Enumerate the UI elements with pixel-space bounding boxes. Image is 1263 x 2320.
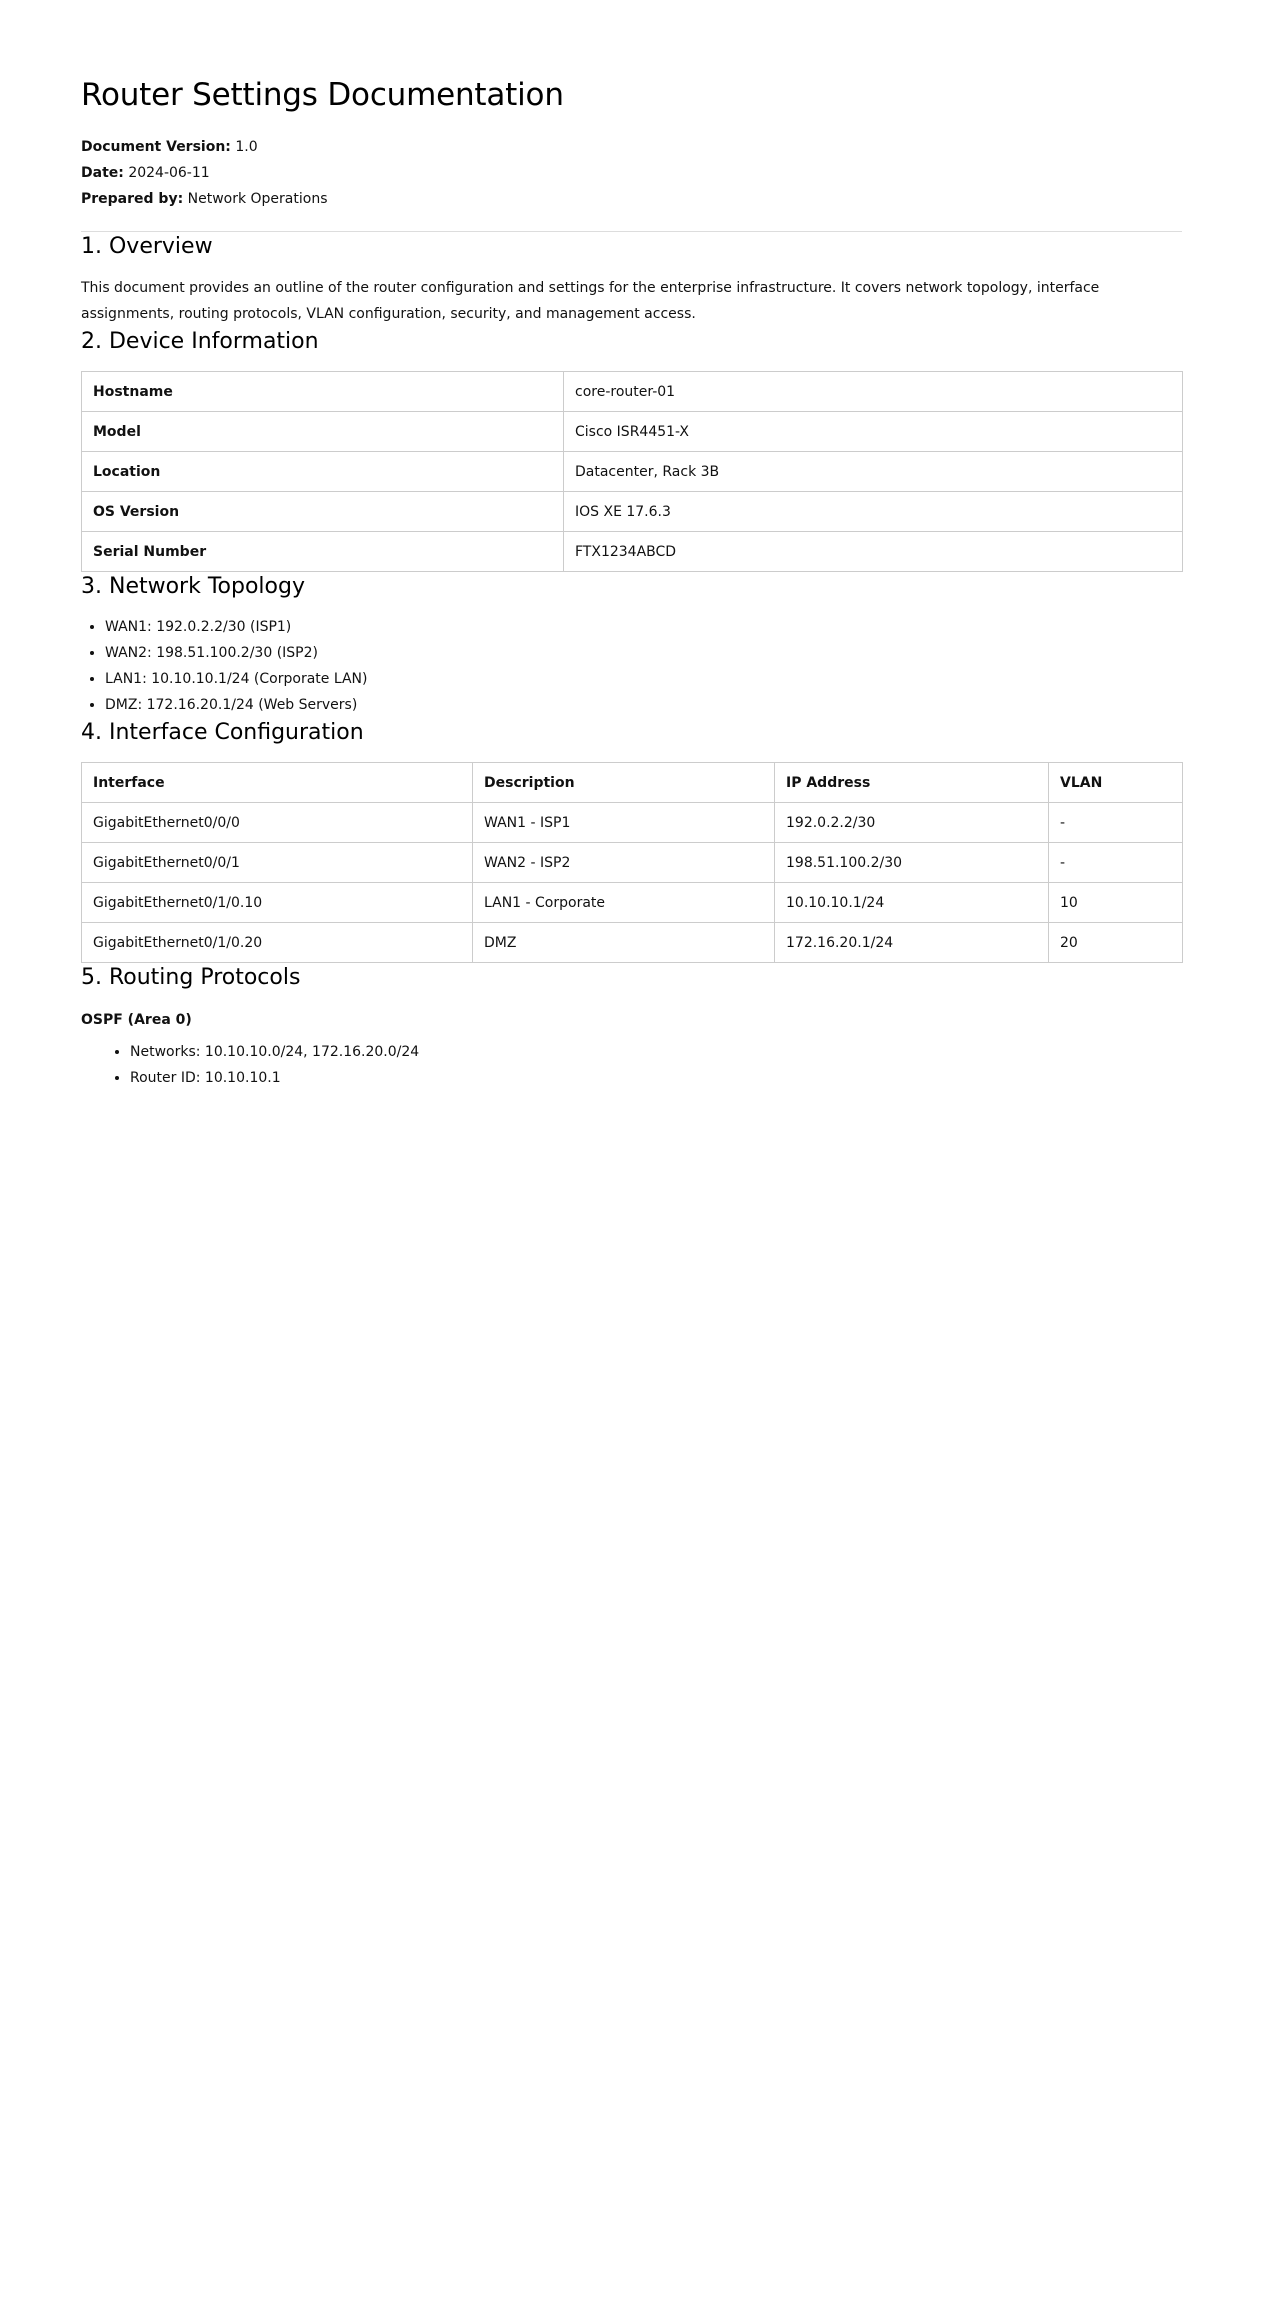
- cell-description: DMZ: [473, 923, 775, 963]
- document-page: [81, 0, 1182, 1091]
- interfaces-table: [81, 762, 1183, 963]
- cell-vlan: 10: [1049, 883, 1183, 923]
- overview-heading: 1. Overview: [81, 234, 213, 259]
- device-key-os-version: OS Version: [82, 492, 564, 532]
- table-row: [82, 923, 1183, 963]
- section-routing-protocols: [81, 963, 1182, 1091]
- topology-list: [81, 614, 1182, 718]
- list-item: • Networks: 10.10.10.0/24, 172.16.20.0/24: [130, 1039, 1182, 1065]
- meta-version-value: 1.0: [235, 139, 258, 155]
- cell-vlan: 20: [1049, 923, 1183, 963]
- document-meta: [81, 134, 1182, 212]
- list-item: • DMZ: 172.16.20.1/24 (Web Servers): [105, 692, 1182, 718]
- section-device-information: [81, 327, 1182, 572]
- table-row: [82, 843, 1183, 883]
- table-row: [82, 883, 1183, 923]
- table-row: [82, 492, 1183, 532]
- meta-prepared-by: [81, 186, 1182, 212]
- cell-vlan: -: [1049, 803, 1183, 843]
- column-header-interface: Interface: [82, 763, 473, 803]
- meta-date-value: 2024-06-11: [128, 165, 210, 181]
- section-overview: [81, 232, 1182, 327]
- meta-prepared-by-value: Network Operations: [187, 191, 328, 207]
- column-header-description: Description: [473, 763, 775, 803]
- ospf-list: [81, 1039, 1182, 1091]
- cell-ip-address: 172.16.20.1/24: [775, 923, 1049, 963]
- interfaces-heading: 4. Interface Configuration: [81, 720, 364, 745]
- cell-ip-address: 10.10.10.1/24: [775, 883, 1049, 923]
- device-value-serial-number: FTX1234ABCD: [564, 532, 1183, 572]
- list-item: • LAN1: 10.10.10.1/24 (Corporate LAN): [105, 666, 1182, 692]
- section-network-topology: [81, 572, 1182, 718]
- table-row: [82, 412, 1183, 452]
- cell-ip-address: 192.0.2.2/30: [775, 803, 1049, 843]
- device-value-location: Datacenter, Rack 3B: [564, 452, 1183, 492]
- device-info-table: [81, 371, 1183, 572]
- device-key-model: Model: [82, 412, 564, 452]
- table-row: [82, 452, 1183, 492]
- table-row: [82, 532, 1183, 572]
- table-header-row: [82, 763, 1183, 803]
- column-header-vlan: VLAN: [1049, 763, 1183, 803]
- cell-interface: GigabitEthernet0/0/0: [82, 803, 473, 843]
- meta-date-label: Date:: [81, 165, 124, 181]
- cell-vlan: -: [1049, 843, 1183, 883]
- page-title: Router Settings Documentation: [81, 77, 564, 113]
- cell-description: WAN2 - ISP2: [473, 843, 775, 883]
- device-value-hostname: core-router-01: [564, 372, 1183, 412]
- cell-interface: GigabitEthernet0/1/0.10: [82, 883, 473, 923]
- meta-version-label: Document Version:: [81, 139, 231, 155]
- cell-description: LAN1 - Corporate: [473, 883, 775, 923]
- device-value-os-version: IOS XE 17.6.3: [564, 492, 1183, 532]
- device-key-serial-number: Serial Number: [82, 532, 564, 572]
- topology-heading: 3. Network Topology: [81, 574, 305, 599]
- column-header-ip-address: IP Address: [775, 763, 1049, 803]
- device-key-hostname: Hostname: [82, 372, 564, 412]
- list-item: • WAN1: 192.0.2.2/30 (ISP1): [105, 614, 1182, 640]
- overview-text: This document provides an outline of the router configuration and settings for the enterprise infrastructure. It covers network topology, interface assignments, routing protocols, VLAN configuration, security, and management access.: [81, 280, 1100, 322]
- device-key-location: Location: [82, 452, 564, 492]
- meta-prepared-by-label: Prepared by:: [81, 191, 184, 207]
- table-row: [82, 372, 1183, 412]
- list-item: • WAN2: 198.51.100.2/30 (ISP2): [105, 640, 1182, 666]
- table-row: [82, 803, 1183, 843]
- cell-ip-address: 198.51.100.2/30: [775, 843, 1049, 883]
- meta-date: [81, 160, 1182, 186]
- ospf-heading: OSPF (Area 0): [81, 1012, 192, 1028]
- device-value-model: Cisco ISR4451-X: [564, 412, 1183, 452]
- cell-interface: GigabitEthernet0/0/1: [82, 843, 473, 883]
- section-interface-configuration: [81, 718, 1182, 963]
- device-info-heading: 2. Device Information: [81, 329, 319, 354]
- cell-description: WAN1 - ISP1: [473, 803, 775, 843]
- list-item: • Router ID: 10.10.10.1: [130, 1065, 1182, 1091]
- routing-heading: 5. Routing Protocols: [81, 965, 301, 990]
- cell-interface: GigabitEthernet0/1/0.20: [82, 923, 473, 963]
- meta-version: [81, 134, 1182, 160]
